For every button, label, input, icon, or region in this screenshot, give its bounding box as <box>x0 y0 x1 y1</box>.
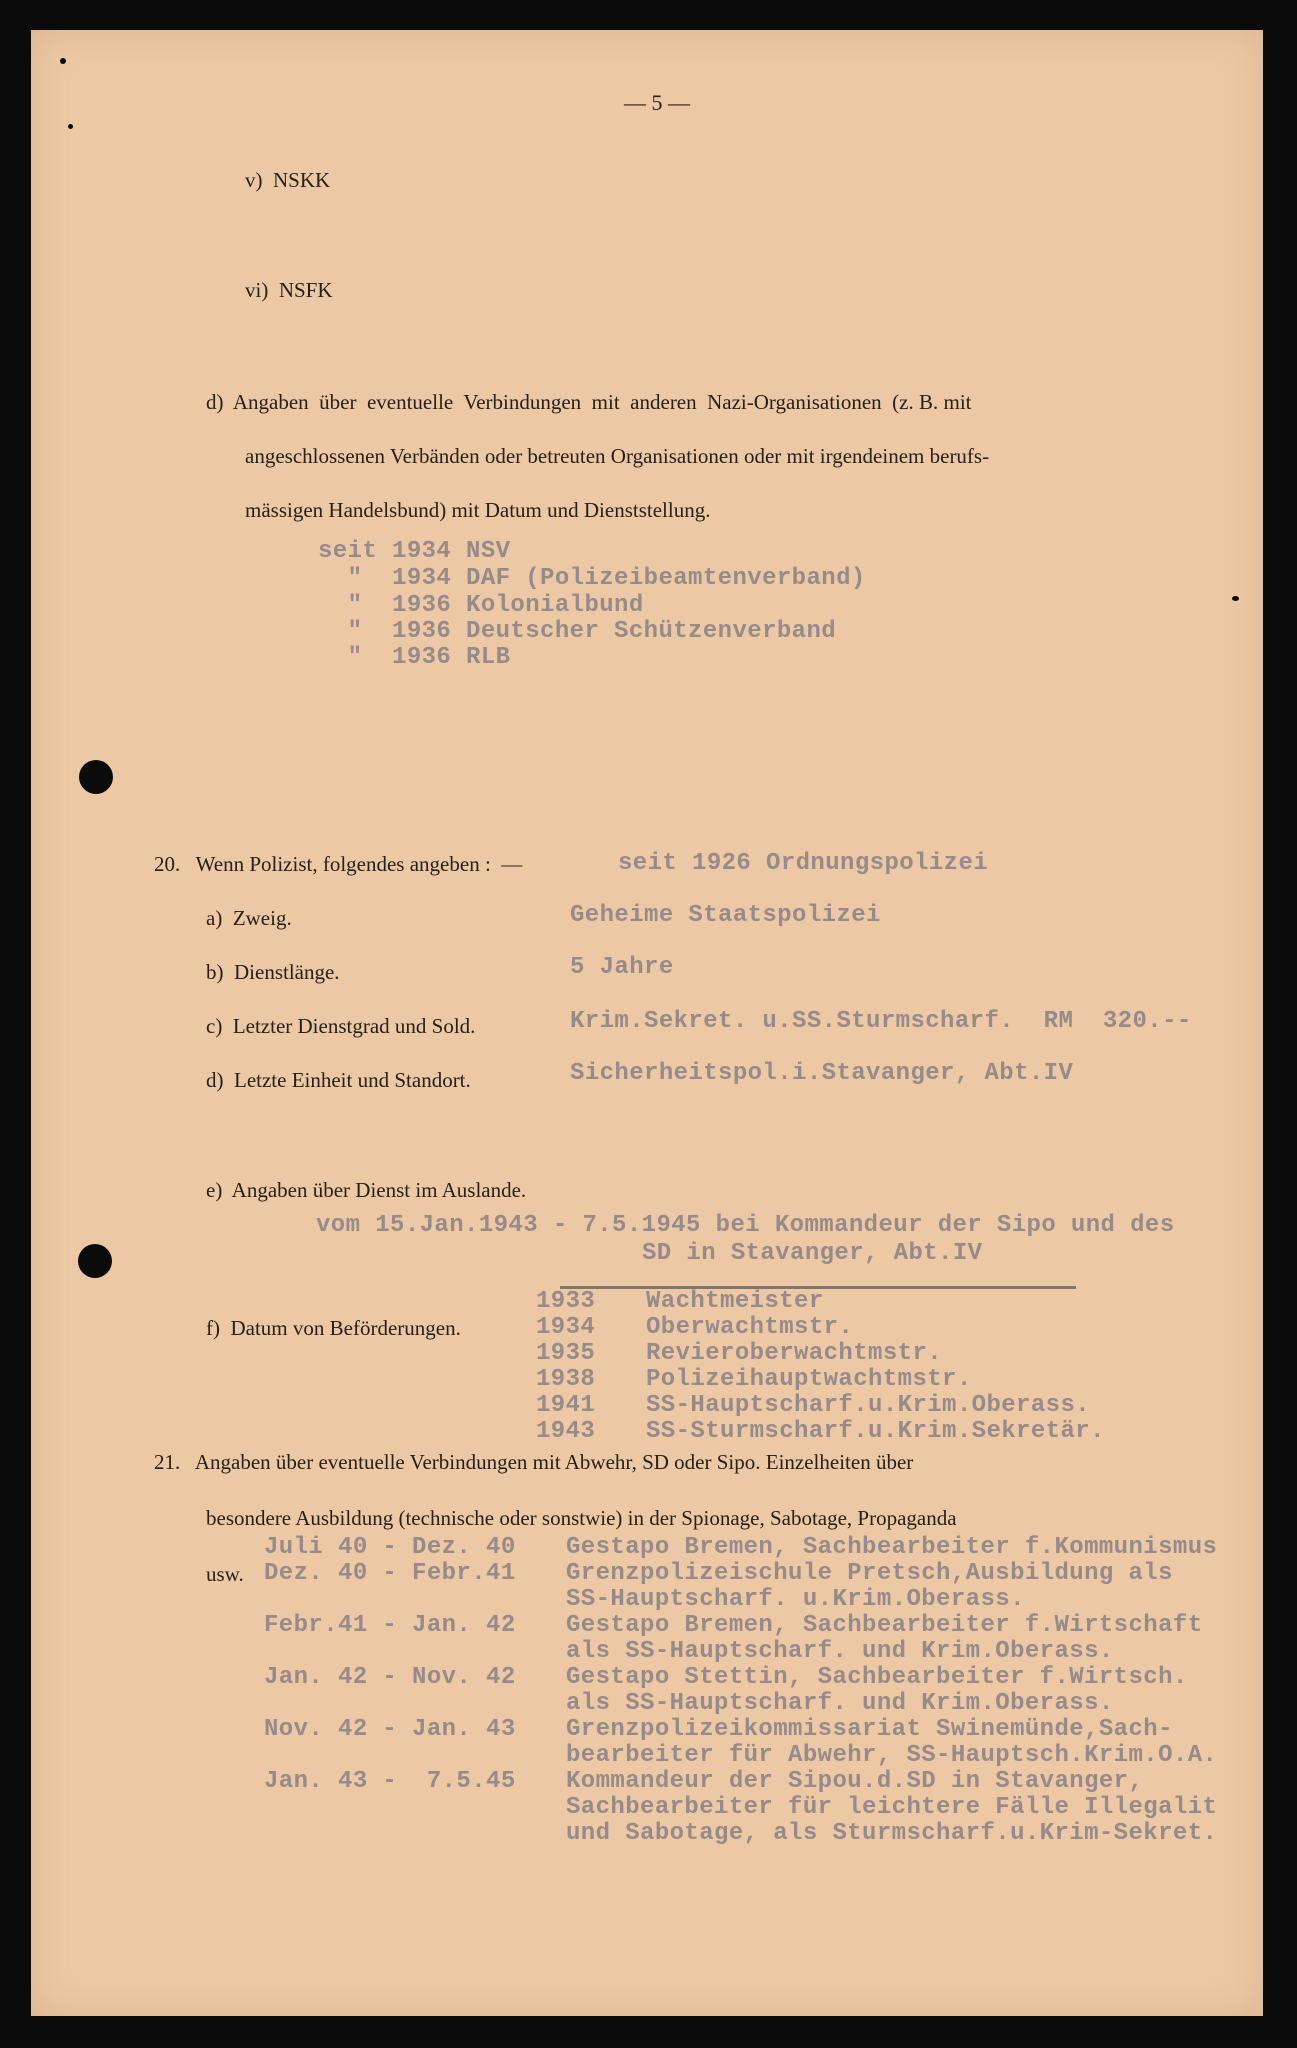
promotion-rank: SS-Sturmscharf.u.Krim.Sekretär. <box>646 1418 1105 1445</box>
promotion-rank: Polizeihauptwachtmstr. <box>646 1366 972 1393</box>
item-v-nskk: v) NSKK <box>245 168 331 192</box>
typed-organisation: " 1936 Kolonialbund <box>318 592 644 619</box>
promotion-year: 1935 <box>536 1340 596 1367</box>
typed-organisation: seit 1934 NSV <box>318 538 511 565</box>
question-20-a-label: a) Zweig. <box>206 906 292 930</box>
service-detail: Grenzpolizeischule Pretsch,Ausbildung als <box>566 1560 1173 1587</box>
promotion-rank: Revieroberwachtmstr. <box>646 1340 943 1367</box>
service-period: Nov. 42 - Jan. 43 <box>264 1716 516 1743</box>
question-20-b-answer: 5 Jahre <box>570 954 674 981</box>
question-20-intro: 20. Wenn Polizist, folgendes angeben : — <box>154 852 523 876</box>
typed-organisation: " 1936 RLB <box>318 644 511 671</box>
question-20-a-answer: Geheime Staatspolizei <box>570 902 881 929</box>
question-20-intro-answer: seit 1926 Ordnungspolizei <box>618 850 989 877</box>
item-d-line-2: angeschlossenen Verbänden oder betreuten Organisationen oder mit irgendeinem berufs- <box>245 444 990 468</box>
promotion-year: 1938 <box>536 1366 596 1393</box>
speck <box>68 124 73 129</box>
service-period: Jan. 42 - Nov. 42 <box>264 1664 516 1691</box>
question-20-e-label: e) Angaben über Dienst im Auslande. <box>206 1178 527 1202</box>
service-detail: SS-Hauptscharf. u.Krim.Oberass. <box>566 1586 1025 1613</box>
question-21-line-3: usw. <box>206 1562 244 1586</box>
question-20-c-answer: Krim.Sekret. u.SS.Sturmscharf. RM 320.-- <box>570 1008 1192 1035</box>
question-20-e-answer: SD in Stavanger, Abt.IV <box>642 1240 983 1267</box>
question-20-c-label: c) Letzter Dienstgrad und Sold. <box>206 1014 476 1038</box>
service-detail: Grenzpolizeikommissariat Swinemünde,Sach- <box>566 1716 1173 1743</box>
question-21-line-1: 21. Angaben über eventuelle Verbindungen mit Abwehr, SD oder Sipo. Einzelheiten über <box>154 1450 914 1474</box>
promotion-rank: Oberwachtmstr. <box>646 1314 854 1341</box>
service-detail: als SS-Hauptscharf. und Krim.Oberass. <box>566 1638 1114 1665</box>
service-period: Dez. 40 - Febr.41 <box>264 1560 516 1587</box>
punch-hole-top <box>79 760 113 794</box>
typed-organisation: " 1936 Deutscher Schützenverband <box>318 618 837 645</box>
page-number: — 5 — <box>624 90 690 115</box>
item-d-line-1: d) Angaben über eventuelle Verbindungen mit anderen Nazi-Organisationen (z. B. mit <box>206 390 972 414</box>
service-detail: Gestapo Bremen, Sachbearbeiter f.Wirtschaft <box>566 1612 1203 1639</box>
service-detail: Gestapo Stettin, Sachbearbeiter f.Wirtsch. <box>566 1664 1188 1691</box>
speck <box>1232 596 1239 601</box>
service-detail: als SS-Hauptscharf. und Krim.Oberass. <box>566 1690 1114 1717</box>
item-vi-nsfk: vi) NSFK <box>245 278 333 302</box>
service-detail: bearbeiter für Abwehr, SS-Hauptsch.Krim.O.A. <box>566 1742 1218 1769</box>
service-detail: Sachbearbeiter für leichtere Fälle Illegalit <box>566 1794 1218 1821</box>
question-21-line-2: besondere Ausbildung (technische oder sonstwie) in der Spionage, Sabotage, Propaganda <box>206 1506 957 1530</box>
promotion-rank: SS-Hauptscharf.u.Krim.Oberass. <box>646 1392 1091 1419</box>
promotion-year: 1943 <box>536 1418 596 1445</box>
service-detail: Kommandeur der Sipou.d.SD in Stavanger, <box>566 1768 1144 1795</box>
punch-hole-bottom <box>78 1244 112 1278</box>
promotion-year: 1934 <box>536 1314 596 1341</box>
service-detail: Gestapo Bremen, Sachbearbeiter f.Kommunismus <box>566 1534 1218 1561</box>
service-detail: und Sabotage, als Sturmscharf.u.Krim-Sekret. <box>566 1820 1218 1847</box>
typed-organisation: " 1934 DAF (Polizeibeamtenverband) <box>318 565 866 592</box>
question-20-d-answer: Sicherheitspol.i.Stavanger, Abt.IV <box>570 1060 1074 1087</box>
service-period: Jan. 43 - 7.5.45 <box>264 1768 516 1795</box>
speck <box>60 58 66 64</box>
question-20-f-label: f) Datum von Beförderungen. <box>206 1316 461 1340</box>
question-20-b-label: b) Dienstlänge. <box>206 960 340 984</box>
promotion-rank: Wachtmeister <box>646 1288 824 1315</box>
item-d-line-3: mässigen Handelsbund) mit Datum und Dienststellung. <box>245 498 711 522</box>
question-20-e-answer: vom 15.Jan.1943 - 7.5.1945 bei Kommandeur der Sipo und des <box>316 1212 1175 1239</box>
service-period: Juli 40 - Dez. 40 <box>264 1534 516 1561</box>
service-period: Febr.41 - Jan. 42 <box>264 1612 516 1639</box>
promotion-year: 1933 <box>536 1288 596 1315</box>
promotion-year: 1941 <box>536 1392 596 1419</box>
question-20-d-label: d) Letzte Einheit und Standort. <box>206 1068 471 1092</box>
